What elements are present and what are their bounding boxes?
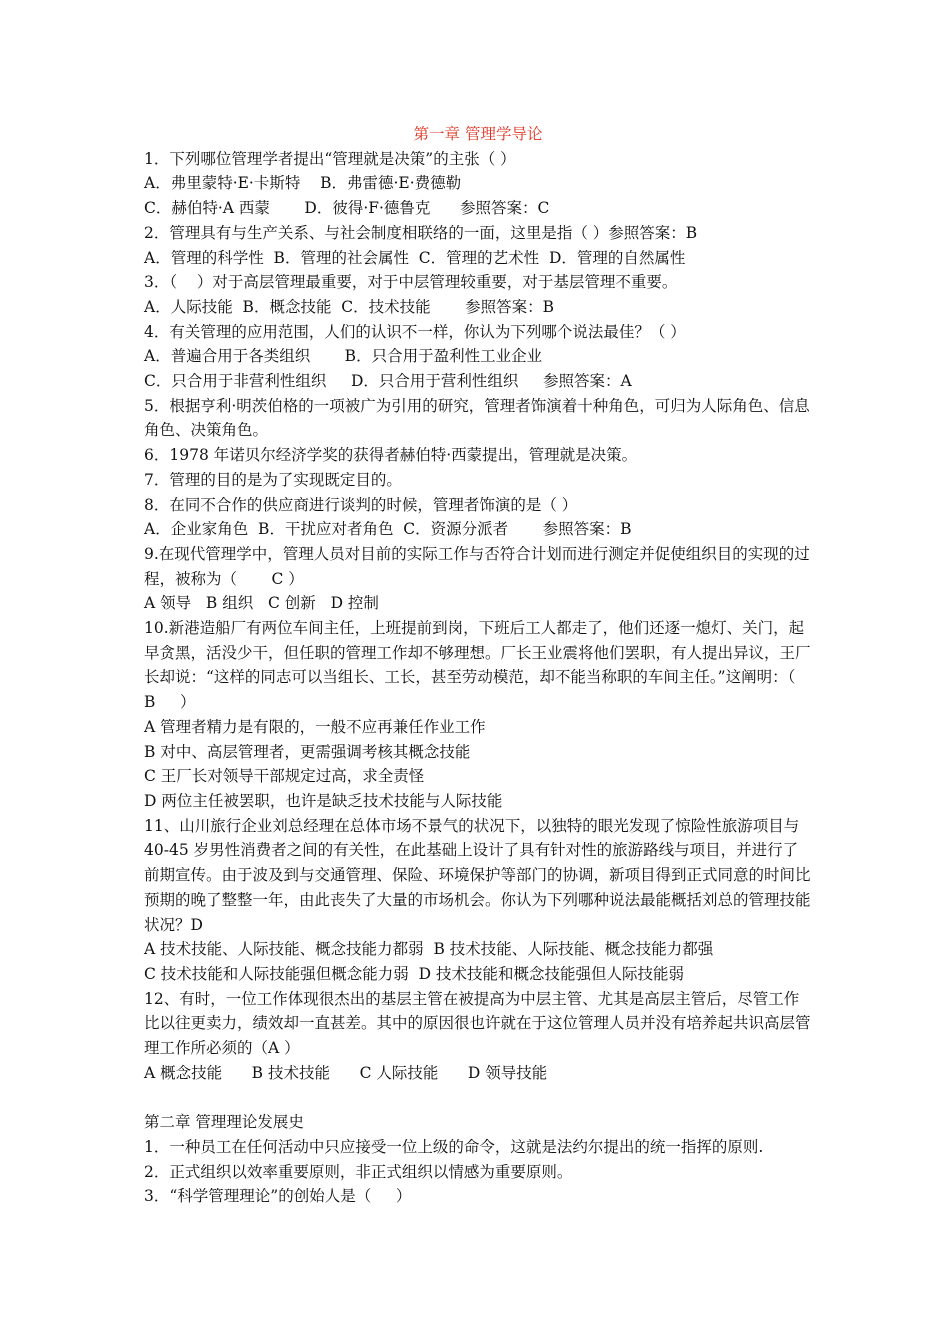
text-line: A．企业家角色 B．干扰应对者角色 C．资源分派者 参照答案：B [144,520,632,539]
chapter-1-title: 第一章 管理学导论 [413,125,543,143]
text-line: 6．1978 年诺贝尔经济学奖的获得者赫伯特·西蒙提出，管理就是决策。 [144,446,638,465]
chapter-2-title: 第二章 管理理论发展史 [144,1113,304,1132]
text-line: 1．下列哪位管理学者提出“管理就是决策”的主张（ ） [144,149,516,168]
text-line: 1．一种员工在任何活动中只应接受一位上级的命令，这就是法约尔提出的统一指挥的原则. [144,1137,764,1156]
text-line: 12、有时，一位工作体现很杰出的基层主管在被提高为中层主管、尤其是高层主管后，尽管工作比以往更卖力，绩效却一直甚差。其中的原因很也许就在于这位管理人员并没有培养起共识高层管理工作所必须的（A ） [144,989,811,1058]
text-line: A．弗里蒙特·E·卡斯特 B．弗雷德·E·费德勒 [144,174,462,193]
text-line: C 技术技能和人际技能强但概念能力弱 D 技术技能和概念技能强但人际技能弱 [144,964,684,983]
text-line: 11、山川旅行企业刘总经理在总体市场不景气的状况下，以独特的眼光发现了惊险性旅游项目与 40-45 岁男性消费者之间的有关性，在此基础上设计了具有针对性的旅游路线与项目，并进行了前期宣传。由于波及到与交通管理、保险、环境保护等部门的协调，新项目得到正式同意的时间比预期的晚了整整一年，由此丧失了大量的市场机会。你认为下列哪种说法最能概括刘总的管理技能状况？D [144,816,811,934]
text-line: 9.在现代管理学中，管理人员对目前的实际工作与否符合计划而进行测定并促使组织目的实现的过程，被称为（ C ） [144,544,810,588]
text-line: 7．管理的目的是为了实现既定目的。 [144,470,402,489]
spacer [144,1085,812,1110]
text-line: 10.新港造船厂有两位车间主任，上班提前到岗，下班后工人都走了，他们还逐一熄灯、关门，起早贪黑，活没少干，但任职的管理工作却不够理想。厂长王业震将他们罢职，有人提出异议，王厂长却说：“这样的同志可以当组长、工长，甚至劳动模范，却不能当称职的车间主任。”这阐明：（ B ） [144,619,820,712]
text-line: A．管理的科学性 B．管理的社会属性 C．管理的艺术性 D．管理的自然属性 [144,248,686,267]
text-line: C．赫伯特·A 西蒙 D．彼得·F·德鲁克 参照答案：C [144,199,550,218]
text-line: A 管理者精力是有限的，一般不应再兼任作业工作 [144,717,486,736]
text-line: A 技术技能、人际技能、概念技能力都弱 B 技术技能、人际技能、概念技能力都强 [144,940,714,959]
text-line: A 领导 B 组织 C 创新 D 控制 [144,594,379,613]
text-line: 3．（ ）对于高层管理最重要，对于中层管理较重要，对于基层管理不重要。 [144,273,678,292]
text-line: B 对中、高层管理者，更需强调考核其概念技能 [144,742,471,761]
text-line: 2．正式组织以效率重要原则，非正式组织以情感为重要原则。 [144,1162,573,1181]
text-line: 3．“科学管理理论”的创始人是（ ） [144,1187,412,1206]
text-line: D 两位主任被罢职，也许是缺乏技术技能与人际技能 [144,791,503,810]
text-line: 8．在同不合作的供应商进行谈判的时候，管理者饰演的是（ ） [144,495,578,514]
text-line: C．只合用于非营利性组织 D．只合用于营利性组织 参照答案：A [144,372,632,391]
text-line: 4．有关管理的应用范围，人们的认识不一样，你认为下列哪个说法最佳？（ ） [144,322,686,341]
text-line: A．人际技能 B．概念技能 C．技术技能 参照答案：B [144,297,555,316]
text-line: A 概念技能 B 技术技能 C 人际技能 D 领导技能 [144,1063,548,1082]
document-page [144,122,820,1209]
text-line: 5．根据亨利·明茨伯格的一项被广为引用的研究，管理者饰演着十种角色，可归为人际角色、信息角色、决策角色。 [144,396,810,440]
text-line: A．普遍合用于各类组织 B．只合用于盈利性工业企业 [144,347,543,366]
text-line: 2．管理具有与生产关系、与社会制度相联络的一面，这里是指（ ）参照答案：B [144,223,698,242]
text-line: C 王厂长对领导干部规定过高，求全责怪 [144,767,425,786]
